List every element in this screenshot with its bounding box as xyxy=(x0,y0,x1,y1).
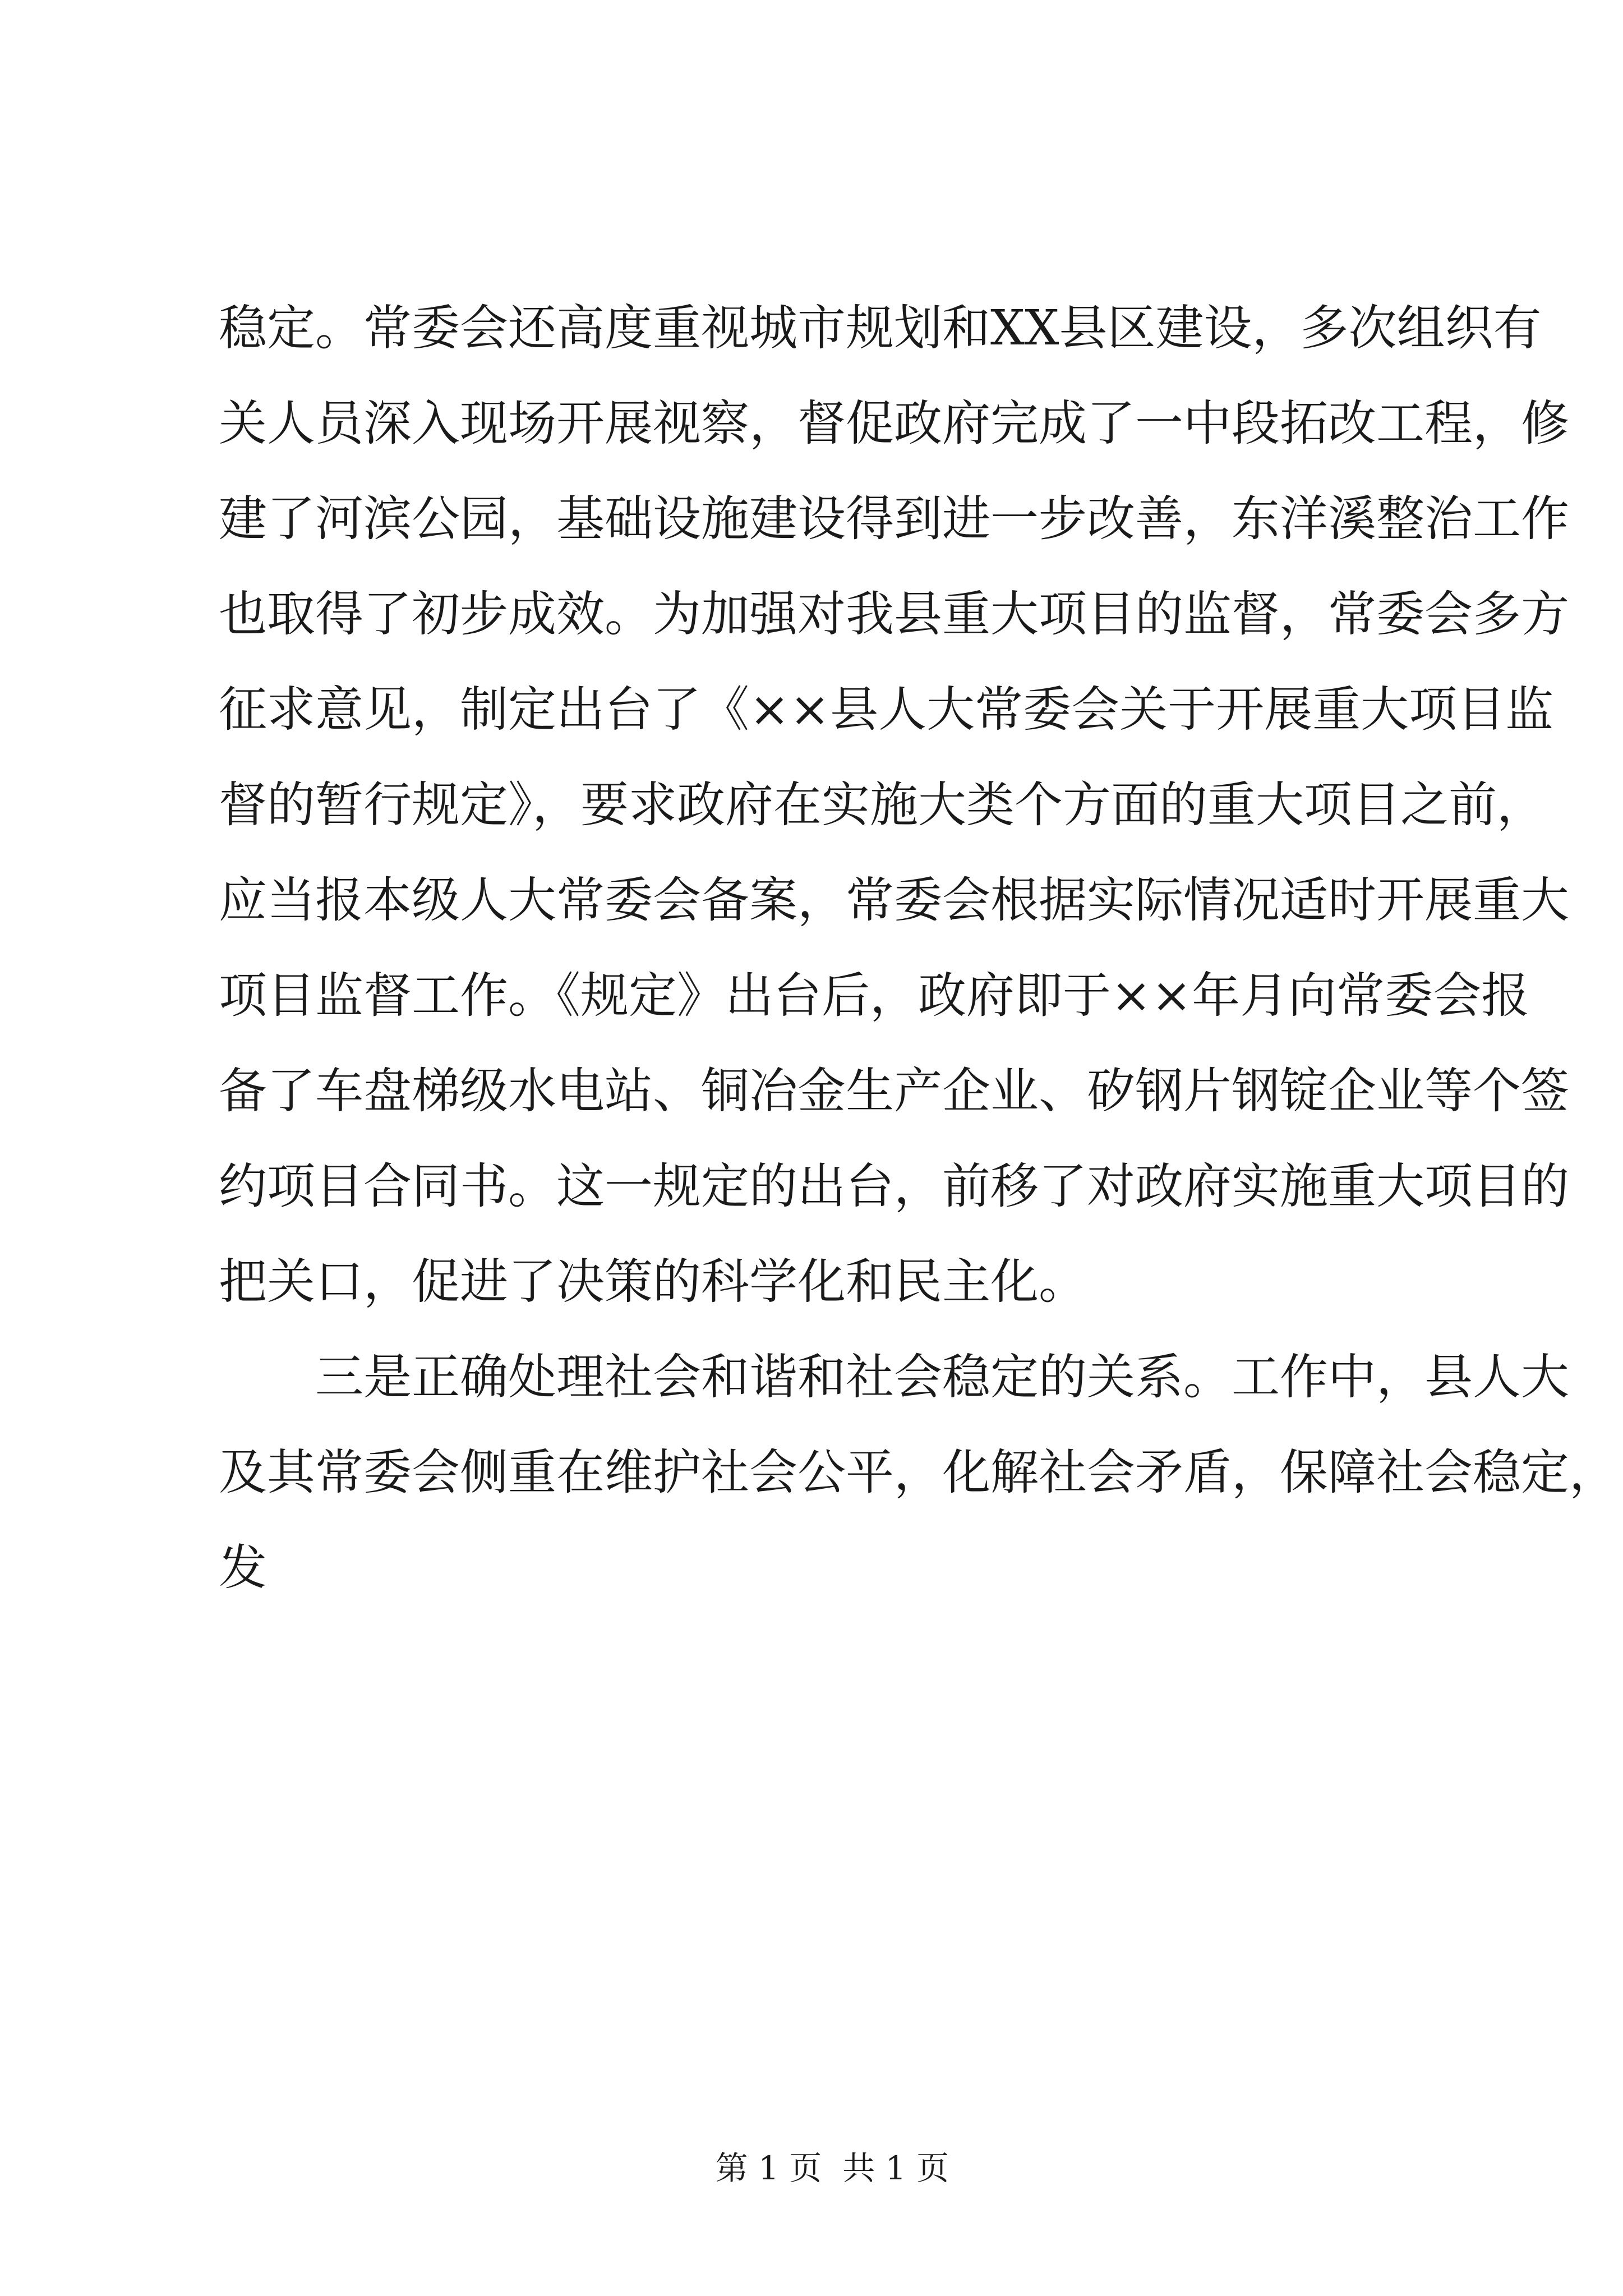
paragraph-1 xyxy=(219,280,1569,1329)
document-body xyxy=(219,280,1617,1616)
text-line: 稳定。常委会还高度重视城市规划和XX县区建设，多次组织有 xyxy=(219,300,1542,356)
text-line: 也取得了初步成效。为加强对我县重大项目的监督，常委会多方 xyxy=(219,586,1569,642)
text-line: 约项目合同书。这一规定的出台，前移了对政府实施重大项目的 xyxy=(219,1158,1569,1214)
text-line: 督的暂行规定》，要求政府在实施大类个方面的重大项目之前， xyxy=(219,777,1545,833)
text-line: 备了车盘梯级水电站、铜冶金生产企业、矽钢片钢锭企业等个签 xyxy=(219,1063,1569,1119)
text-line: 征求意见，制定出台了《××县人大常委会关于开展重大项目监 xyxy=(219,682,1554,738)
text-line: 关人员深入现场开展视察，督促政府完成了一中段拓改工程，修 xyxy=(219,395,1569,452)
page-number: 第 1 页 共 1 页 xyxy=(715,2149,949,2187)
text-line: 应当报本级人大常委会备案，常委会根据实际情况适时开展重大 xyxy=(219,872,1569,928)
text-line: 发 xyxy=(219,1540,267,1596)
text-line: 项目监督工作。《规定》出台后，政府即于××年月向常委会报 xyxy=(219,968,1530,1024)
text-line: 及其常委会侧重在维护社会公平，化解社会矛盾，保障社会稳定， xyxy=(219,1444,1617,1501)
page-footer xyxy=(0,2101,1623,2235)
text-line: 把关口，促进了决策的科学化和民主化。 xyxy=(219,1254,1087,1310)
paragraph-2 xyxy=(219,1329,1617,1616)
text-line: 三是正确处理社会和谐和社会稳定的关系。工作中，县人大 xyxy=(315,1349,1569,1405)
text-line: 建了河滨公园，基础设施建设得到进一步改善，东洋溪整治工作 xyxy=(219,491,1569,547)
